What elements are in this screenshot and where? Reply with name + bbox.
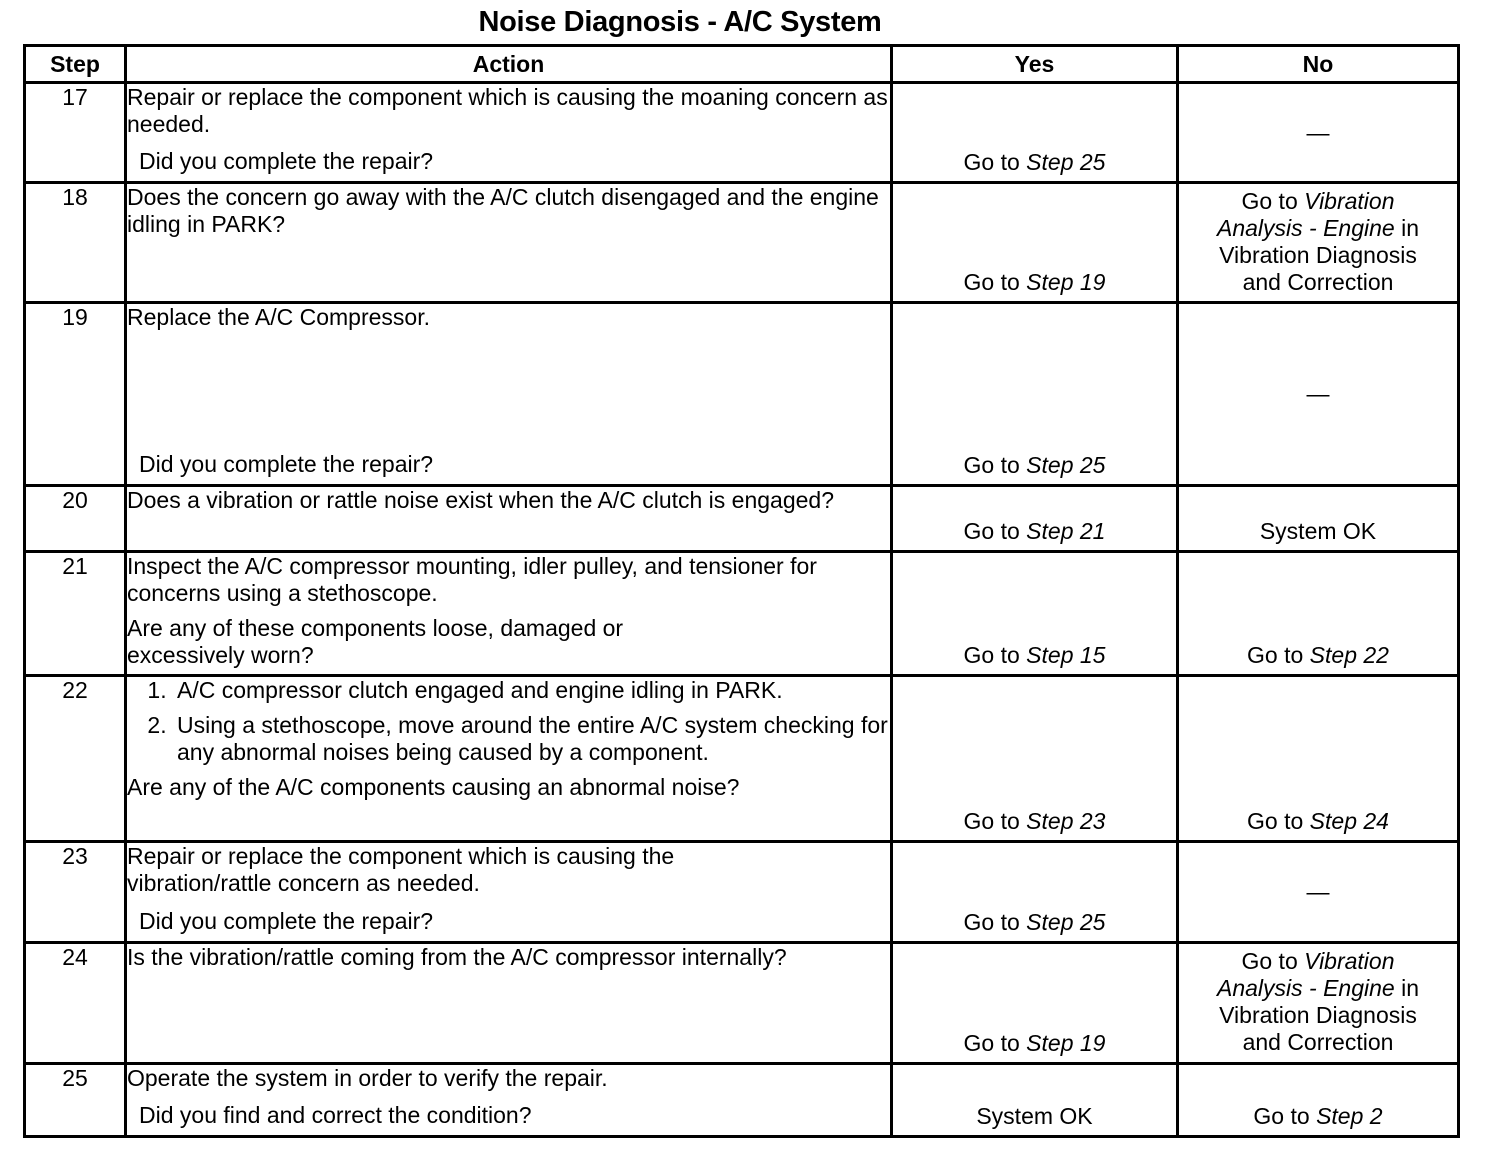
- no-value: —: [1306, 380, 1330, 407]
- action-cell: [126, 842, 892, 943]
- yes-link[interactable]: [893, 642, 1176, 669]
- action-text: Does the concern go away with the A/C clutch disengaged and the engine idling in PARK?: [127, 184, 879, 237]
- yes-step-ref: Step 25: [1026, 909, 1106, 935]
- no-value: System OK: [1259, 518, 1377, 544]
- yes-cell: [892, 1064, 1178, 1137]
- yes-prefix: Go to: [963, 808, 1027, 834]
- no-suffix: in Vibration Diagnosis and Correction: [1219, 975, 1419, 1055]
- step-number: 24: [25, 943, 126, 1064]
- step-number: 25: [25, 1064, 126, 1137]
- no-suffix: in Vibration Diagnosis and Correction: [1219, 215, 1419, 295]
- no-link[interactable]: [1179, 808, 1457, 835]
- header-yes: Yes: [892, 46, 1178, 83]
- no-cell: [1178, 486, 1459, 552]
- action-text: Repair or replace the component which is causing the moaning concern as needed.: [127, 84, 888, 137]
- table-row: [25, 842, 1459, 943]
- action-text: Repair or replace the component which is causing the vibration/rattle concern as needed.: [127, 843, 675, 896]
- action-steps-list: [127, 677, 890, 766]
- step-number: 21: [25, 552, 126, 676]
- yes-prefix: Go to: [963, 1030, 1027, 1056]
- yes-link[interactable]: [893, 808, 1176, 835]
- no-link[interactable]: [1179, 948, 1457, 1056]
- yes-prefix: Go to: [963, 642, 1027, 668]
- yes-link[interactable]: [893, 149, 1176, 176]
- no-prefix: Go to: [1247, 808, 1310, 834]
- header-no: No: [1178, 46, 1459, 83]
- yes-link[interactable]: [893, 1030, 1176, 1057]
- no-cell: [1178, 842, 1459, 943]
- action-text: Operate the system in order to verify the repair.: [127, 1065, 608, 1091]
- yes-cell: [892, 303, 1178, 486]
- no-cell: [1178, 943, 1459, 1064]
- no-link[interactable]: [1179, 188, 1457, 296]
- table-row: [25, 552, 1459, 676]
- yes-cell: [892, 183, 1178, 303]
- yes-prefix: Go to: [963, 452, 1027, 478]
- action-text: Inspect the A/C compressor mounting, idler pulley, and tensioner for concerns using a stethoscope.: [127, 553, 817, 606]
- yes-step-ref: Step 19: [1026, 269, 1106, 295]
- action-cell: [126, 676, 892, 842]
- page-title: Noise Diagnosis - A/C System: [478, 6, 882, 38]
- step-number: 22: [25, 676, 126, 842]
- yes-step-ref: Step 25: [1026, 149, 1106, 175]
- yes-link[interactable]: [893, 909, 1176, 936]
- action-text: Replace the A/C Compressor.: [127, 304, 430, 330]
- action-question: Did you complete the repair?: [139, 148, 434, 174]
- yes-prefix: Go to: [963, 909, 1027, 935]
- yes-cell: [892, 552, 1178, 676]
- yes-step-ref: Step 15: [1026, 642, 1106, 668]
- no-cell: [1178, 676, 1459, 842]
- action-question: Are any of these components loose, damaged or excessively worn?: [127, 615, 624, 668]
- no-cell: [1178, 83, 1459, 183]
- yes-cell: [892, 486, 1178, 552]
- no-cell: [1178, 1064, 1459, 1137]
- yes-link[interactable]: [893, 269, 1176, 296]
- action-cell: [126, 1064, 892, 1137]
- yes-cell: [892, 676, 1178, 842]
- action-question: Did you complete the repair?: [139, 451, 434, 477]
- yes-step-ref: Step 21: [1026, 518, 1106, 544]
- no-step-ref: Step 24: [1309, 808, 1389, 834]
- no-value: —: [1306, 878, 1330, 905]
- no-step-ref: Step 22: [1309, 642, 1389, 668]
- no-section-ref: Vibration Analysis - Engine: [1217, 188, 1395, 241]
- action-text: Does a vibration or rattle noise exist when the A/C clutch is engaged?: [127, 487, 835, 513]
- yes-prefix: Go to: [963, 149, 1027, 175]
- no-cell: [1178, 183, 1459, 303]
- action-cell: [126, 183, 892, 303]
- yes-step-ref: Step 19: [1026, 1030, 1106, 1056]
- table-row: [25, 943, 1459, 1064]
- action-cell: [126, 943, 892, 1064]
- action-question: Did you complete the repair?: [139, 908, 434, 934]
- table-row: [25, 303, 1459, 486]
- diagnosis-table: [23, 44, 1460, 1138]
- yes-cell: [892, 83, 1178, 183]
- step-number: 19: [25, 303, 126, 486]
- step-number: 23: [25, 842, 126, 943]
- table-row: [25, 183, 1459, 303]
- action-cell: [126, 552, 892, 676]
- no-prefix: Go to: [1247, 642, 1310, 668]
- yes-prefix: Go to: [963, 269, 1027, 295]
- yes-value: System OK: [976, 1103, 1093, 1129]
- yes-link[interactable]: [893, 452, 1176, 479]
- yes-step-ref: Step 25: [1026, 452, 1106, 478]
- table-row: [25, 486, 1459, 552]
- table-row: [25, 676, 1459, 842]
- yes-step-ref: Step 23: [1026, 808, 1106, 834]
- yes-cell: [892, 943, 1178, 1064]
- header-step: Step: [25, 46, 126, 83]
- no-link[interactable]: [1179, 1103, 1457, 1130]
- no-prefix: Go to: [1241, 948, 1305, 974]
- yes-link[interactable]: [893, 518, 1176, 545]
- no-prefix: Go to: [1253, 1103, 1317, 1129]
- no-cell: [1178, 303, 1459, 486]
- step-number: 18: [25, 183, 126, 303]
- table-header-row: [25, 46, 1459, 83]
- action-cell: [126, 303, 892, 486]
- table-row: [25, 83, 1459, 183]
- action-question: Are any of the A/C components causing an abnormal noise?: [127, 774, 740, 800]
- list-item: 2. Using a stethoscope, move around the entire A/C system checking for any abnormal noises being caused by a component.: [173, 712, 890, 766]
- yes-prefix: Go to: [963, 518, 1027, 544]
- no-cell: [1178, 552, 1459, 676]
- no-prefix: Go to: [1241, 188, 1305, 214]
- table-row: [25, 1064, 1459, 1137]
- action-text: Is the vibration/rattle coming from the A/C compressor internally?: [127, 944, 787, 970]
- action-cell: [126, 486, 892, 552]
- no-step-ref: Step 2: [1316, 1103, 1383, 1129]
- step-number: 20: [25, 486, 126, 552]
- yes-cell: [892, 842, 1178, 943]
- header-action: Action: [126, 46, 892, 83]
- step-number: 17: [25, 83, 126, 183]
- list-item: 1. A/C compressor clutch engaged and engine idling in PARK.: [173, 677, 890, 704]
- no-link[interactable]: [1179, 642, 1457, 669]
- no-value: —: [1306, 119, 1330, 145]
- no-section-ref: Vibration Analysis - Engine: [1217, 948, 1395, 1001]
- action-question: Did you find and correct the condition?: [139, 1102, 532, 1128]
- action-cell: [126, 83, 892, 183]
